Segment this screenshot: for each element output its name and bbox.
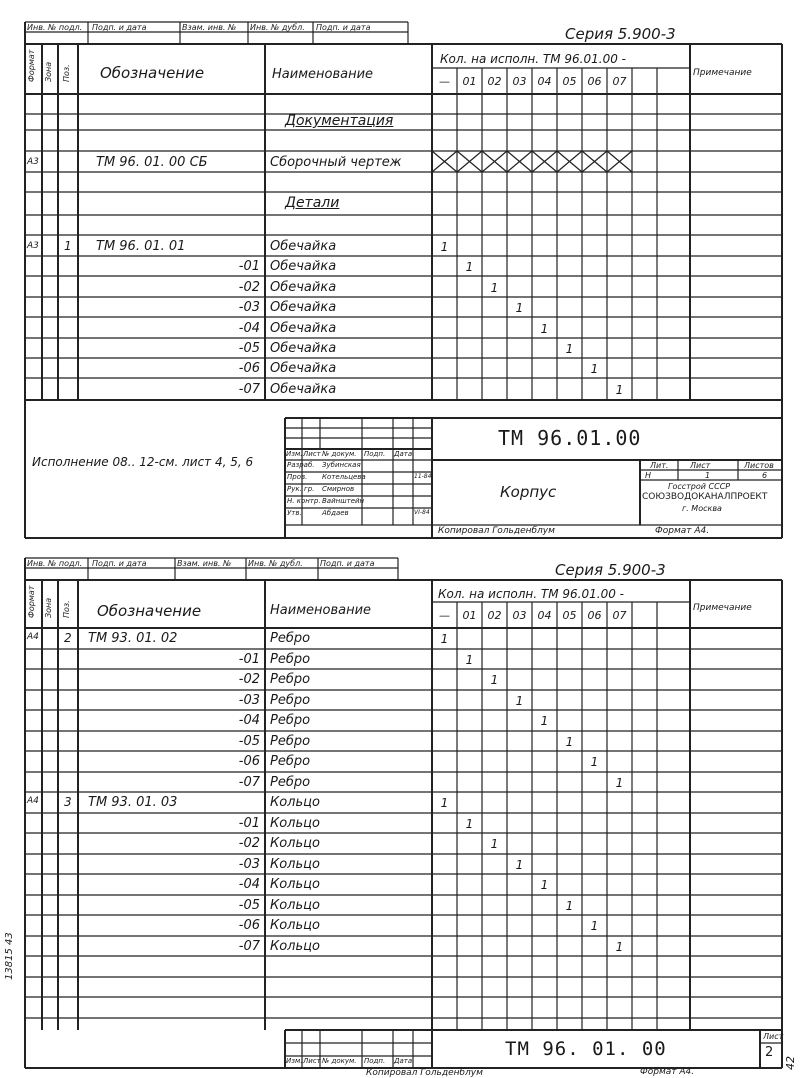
col2-qty: Кол. на исполн. ТМ 96.01.00 - bbox=[438, 587, 624, 601]
row-format: А4 bbox=[27, 632, 39, 642]
col2-note: Примечание bbox=[693, 603, 752, 613]
org-line-1: Госстрой СССР bbox=[668, 482, 731, 491]
row-name: Ребро bbox=[270, 713, 311, 728]
row-pos: 1 bbox=[64, 238, 72, 253]
row-designation: -01 bbox=[238, 816, 260, 831]
col2-designation: Обозначение bbox=[97, 602, 202, 620]
role-name: Смирнов bbox=[322, 485, 355, 493]
qty-mark: 1 bbox=[490, 280, 499, 295]
stamp-inv-dubl: Инв. № дубл. bbox=[250, 23, 305, 32]
spec-sheet-2 bbox=[0, 540, 800, 1077]
series-label: Серия 5.900-3 bbox=[565, 25, 676, 43]
title-col-label: Дата bbox=[394, 1057, 413, 1065]
row-name: Детали bbox=[285, 194, 340, 211]
row-format: А3 bbox=[27, 156, 39, 167]
org-line-2: СОЮЗВОДОКАНАЛПРОЕКТ bbox=[642, 492, 768, 502]
row-designation: -03 bbox=[238, 300, 260, 315]
row-name: Ребро bbox=[270, 631, 311, 646]
copied2-by: Копировал Гольденблум bbox=[366, 1068, 483, 1078]
row-designation: ТМ 96. 01. 01 bbox=[96, 238, 186, 254]
row-name: Кольцо bbox=[270, 836, 320, 851]
stamp2-inv-dubl: Инв. № дубл. bbox=[248, 559, 303, 568]
stamp-podp-data-2: Подп. и дата bbox=[316, 23, 371, 32]
variant-header: 04 bbox=[537, 609, 552, 622]
variant-header: 03 bbox=[512, 75, 527, 88]
col-name: Наименование bbox=[272, 67, 374, 82]
doc-code: ТМ 96.01.00 bbox=[498, 426, 642, 450]
row-designation: -06 bbox=[238, 754, 260, 769]
qty-mark: 1 bbox=[615, 383, 624, 397]
row-designation: -02 bbox=[238, 836, 260, 851]
row-designation: -01 bbox=[238, 652, 260, 667]
row-designation: ТМ 96. 01. 00 СБ bbox=[96, 154, 208, 170]
row-name: Обечайка bbox=[270, 259, 337, 274]
variant-header: — bbox=[439, 75, 450, 88]
row-name: Обечайка bbox=[270, 382, 337, 397]
variant-header: 06 bbox=[587, 75, 602, 88]
row-designation: -06 bbox=[238, 361, 260, 376]
row-name: Кольцо bbox=[270, 795, 320, 810]
qty-mark: 1 bbox=[440, 796, 449, 810]
doc2-code: ТМ 96. 01. 00 bbox=[505, 1038, 667, 1060]
qty-mark: 1 bbox=[615, 776, 624, 790]
qty-mark: 1 bbox=[515, 858, 524, 872]
row-name: Обечайка bbox=[270, 361, 337, 376]
stamp2-inv-podl: Инв. № подл. bbox=[27, 559, 83, 568]
qty-mark: 1 bbox=[565, 342, 574, 356]
col-format: Формат bbox=[27, 49, 36, 82]
row-name: Ребро bbox=[270, 734, 311, 749]
edge-page-number: 42 bbox=[784, 1056, 797, 1070]
qty-mark: 1 bbox=[540, 714, 549, 728]
sheet-value: 1 bbox=[705, 471, 711, 480]
row-pos: 3 bbox=[64, 795, 72, 809]
qty-mark: 1 bbox=[590, 755, 599, 769]
sheets-value: 6 bbox=[762, 471, 768, 480]
row-name: Обечайка bbox=[270, 279, 337, 295]
row-designation: -07 bbox=[238, 775, 260, 790]
qty-mark: 1 bbox=[590, 919, 599, 933]
variant-header: 01 bbox=[462, 609, 477, 622]
variant-header: 02 bbox=[487, 609, 502, 622]
sheet-label: Лист bbox=[690, 461, 711, 470]
row-name: Ребро bbox=[270, 775, 311, 790]
role-name: Зубинская bbox=[322, 461, 361, 469]
title-col-label: № докум. bbox=[322, 1057, 357, 1065]
sheet2-number: 2 bbox=[765, 1045, 774, 1060]
qty-mark: 1 bbox=[565, 899, 574, 913]
row-name: Кольцо bbox=[270, 939, 320, 954]
row-pos: 2 bbox=[64, 631, 72, 645]
variant-note: Исполнение 08.. 12-см. лист 4, 5, 6 bbox=[32, 455, 254, 469]
row-name: Ребро bbox=[270, 693, 311, 708]
row-designation: -04 bbox=[238, 713, 260, 728]
role-date: 11-84 bbox=[414, 473, 432, 480]
org-line-3: г. Москва bbox=[682, 504, 722, 513]
col2-name: Наименование bbox=[270, 603, 372, 618]
row-designation: -05 bbox=[238, 341, 260, 356]
col2-zone: Зона bbox=[44, 597, 53, 618]
variant-header: 03 bbox=[512, 609, 527, 622]
role-label: Утв. bbox=[287, 509, 302, 517]
variant-header: 07 bbox=[612, 609, 627, 622]
row-name: Кольцо bbox=[270, 857, 320, 872]
row-designation: -02 bbox=[238, 672, 260, 687]
qty-mark: 1 bbox=[540, 321, 549, 336]
row-designation: -04 bbox=[238, 320, 260, 336]
variant-header: 06 bbox=[587, 609, 602, 622]
stamp2-podp-data: Подп. и дата bbox=[92, 559, 147, 568]
stamp-vzam-inv: Взам. инв. № bbox=[182, 23, 237, 32]
row-designation: -03 bbox=[238, 857, 260, 872]
col-designation: Обозначение bbox=[100, 64, 205, 82]
row-name: Кольцо bbox=[270, 877, 320, 892]
row-name: Ребро bbox=[270, 754, 311, 769]
role-label: Рук. гр. bbox=[287, 485, 315, 493]
role-label: Разраб. bbox=[287, 461, 315, 469]
variant-header: 02 bbox=[487, 75, 502, 88]
variant-header: — bbox=[439, 609, 450, 622]
variant-header: 01 bbox=[462, 75, 477, 88]
qty-mark: 1 bbox=[540, 878, 549, 892]
qty-mark: 1 bbox=[565, 735, 574, 749]
qty-mark: 1 bbox=[515, 694, 524, 708]
lit-value: Н bbox=[645, 471, 652, 480]
title-col-label: Дата bbox=[394, 450, 413, 458]
title-col-label: Изм. bbox=[286, 1057, 303, 1065]
qty-mark: 1 bbox=[490, 837, 499, 851]
col-zone: Зона bbox=[44, 61, 53, 82]
qty-mark: 1 bbox=[490, 673, 499, 687]
row-name: Кольцо bbox=[270, 816, 320, 831]
row-designation: -07 bbox=[238, 382, 260, 397]
row-designation: ТМ 93. 01. 03 bbox=[88, 795, 178, 810]
row-designation: -04 bbox=[238, 877, 260, 892]
row-name: Документация bbox=[285, 113, 394, 129]
col2-format: Формат bbox=[27, 585, 36, 618]
title-col-label: Лист bbox=[303, 450, 321, 458]
row-designation: ТМ 93. 01. 02 bbox=[88, 631, 178, 646]
row-name: Обечайка bbox=[270, 238, 337, 254]
stamp2-vzam-inv: Взам. инв. № bbox=[177, 559, 232, 568]
qty-mark: 1 bbox=[465, 653, 474, 667]
qty-mark: 1 bbox=[440, 239, 449, 254]
row-designation: -06 bbox=[238, 918, 260, 933]
side-archive-stamp: 13815 43 bbox=[4, 932, 15, 980]
col-qty: Кол. на исполн. ТМ 96.01.00 - bbox=[440, 52, 626, 66]
row-name: Обечайка bbox=[270, 320, 337, 336]
stamp-inv-podl: Инв. № подл. bbox=[27, 23, 83, 32]
qty-mark: 1 bbox=[590, 362, 599, 376]
row-name: Ребро bbox=[270, 672, 311, 687]
title-col-label: № докум. bbox=[322, 450, 357, 458]
row-format: А3 bbox=[27, 240, 39, 251]
sheet2-label: Лист bbox=[763, 1032, 784, 1041]
row-designation: -07 bbox=[238, 939, 260, 954]
qty-mark: 1 bbox=[440, 632, 449, 646]
qty-mark: 1 bbox=[465, 260, 474, 274]
row-designation: -05 bbox=[238, 734, 260, 749]
row-designation: -03 bbox=[238, 693, 260, 708]
series2-label: Серия 5.900-3 bbox=[555, 561, 666, 579]
qty-mark: 1 bbox=[615, 940, 624, 954]
doc-title: Корпус bbox=[500, 483, 557, 501]
role-date: VI-84 bbox=[414, 509, 430, 516]
qty-mark: 1 bbox=[465, 817, 474, 831]
role-name: Вайнштейн bbox=[322, 497, 365, 505]
row-name: Сборочный чертеж bbox=[270, 154, 402, 170]
variant-header: 05 bbox=[562, 609, 577, 622]
title-col-label: Лист bbox=[303, 1057, 321, 1065]
copied-by: Копировал Гольденблум bbox=[438, 526, 555, 536]
format2-label: Формат А4. bbox=[640, 1067, 695, 1077]
row-name: Ребро bbox=[270, 652, 311, 667]
title-col-label: Подп. bbox=[364, 450, 386, 458]
row-name: Обечайка bbox=[270, 341, 337, 356]
col2-pos: Поз. bbox=[62, 600, 71, 618]
row-name: Кольцо bbox=[270, 898, 320, 913]
title-col-label: Изм. bbox=[286, 450, 303, 458]
row-format: А4 bbox=[27, 796, 39, 806]
stamp-podp-data: Подп. и дата bbox=[92, 23, 147, 32]
variant-header: 07 bbox=[612, 75, 627, 88]
format-label: Формат А4. bbox=[655, 526, 710, 536]
row-designation: -02 bbox=[238, 279, 260, 295]
col-pos: Поз. bbox=[62, 64, 71, 82]
col-note: Примечание bbox=[693, 68, 752, 78]
row-designation: -05 bbox=[238, 898, 260, 913]
row-name: Обечайка bbox=[270, 300, 337, 315]
qty-mark: 1 bbox=[515, 301, 524, 315]
lit-label: Лит. bbox=[650, 461, 669, 470]
role-label: Н. контр. bbox=[287, 497, 321, 505]
title-col-label: Подп. bbox=[364, 1057, 386, 1065]
role-name: Котельцева bbox=[322, 473, 366, 481]
row-name: Кольцо bbox=[270, 918, 320, 933]
variant-header: 04 bbox=[537, 75, 552, 88]
sheets-label: Листов bbox=[744, 461, 774, 470]
row-designation: -01 bbox=[238, 259, 260, 274]
variant-header: 05 bbox=[562, 75, 577, 88]
role-name: Абдаев bbox=[322, 509, 349, 517]
role-label: Пров. bbox=[287, 473, 308, 481]
stamp2-podp-data-2: Подп. и дата bbox=[320, 559, 375, 568]
